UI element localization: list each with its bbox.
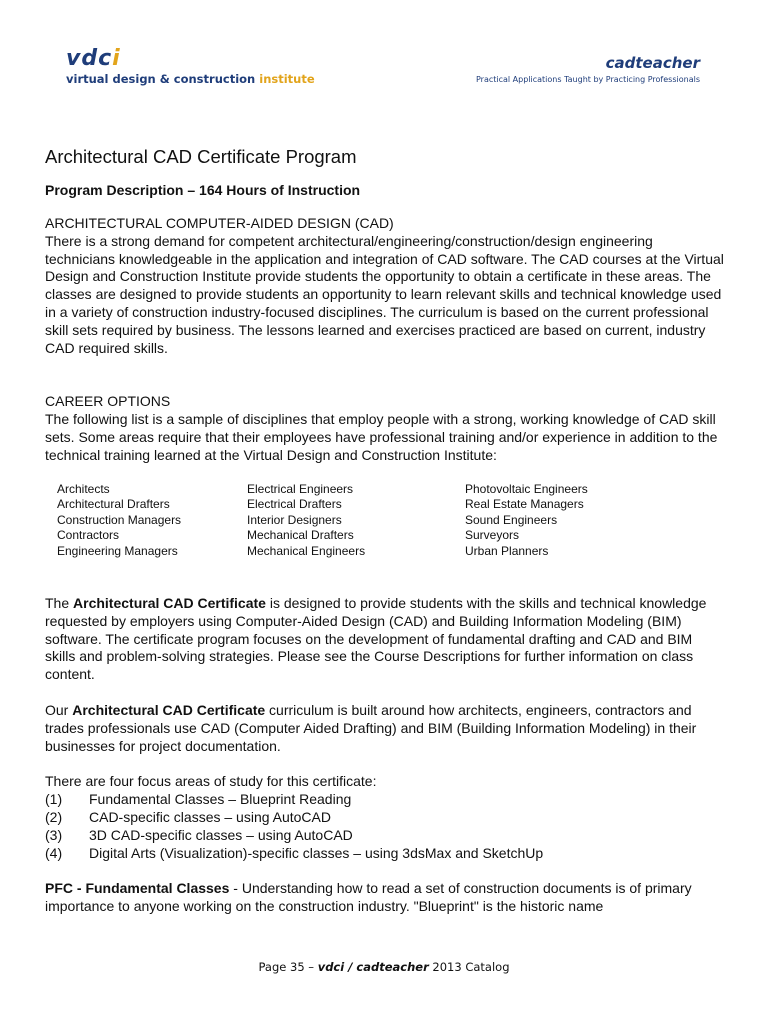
career-options-body: The following list is a sample of disciplines that employ people with a strong, working knowledge of CAD skill sets. Some areas require that their employees have professional training and/or experience in addition to the technical training learned at the Virtual Design and Construction Institute:	[45, 411, 718, 463]
career-item: Mechanical Engineers	[247, 543, 366, 558]
cad-section-heading: ARCHITECTURAL COMPUTER-AIDED DESIGN (CAD)	[45, 215, 394, 231]
career-options-heading: CAREER OPTIONS	[45, 393, 171, 410]
program-description-heading: Program Description – 164 Hours of Instruction	[45, 182, 361, 198]
career-column-3	[465, 482, 665, 560]
career-item: Mechanical Drafters	[247, 528, 354, 543]
career-item: Interior Designers	[247, 512, 342, 527]
page-number: Page 35 –	[258, 960, 315, 974]
certificate-paragraph: The Architectural CAD Certificate is designed to provide students with the skills and technical knowledge requested by employers using Computer-Aided Design (CAD) and Building Information Modeling (BIM) software. The certificate program focuses on the development of fundamental drafting and CAD and BIM skills and problem-solving strategies. Please see the Course Descriptions for further information on class content.	[45, 595, 707, 683]
career-item: Electrical Engineers	[247, 481, 354, 496]
career-item: Real Estate Managers	[465, 497, 584, 512]
career-column-1	[57, 482, 247, 560]
career-item: Urban Planners	[465, 543, 549, 558]
pfc-paragraph: PFC - Fundamental Classes - Understanding how to read a set of construction documents is of primary importance to anyone working on the construction industry. "Blueprint" is the historic name	[45, 880, 692, 915]
career-list	[57, 482, 725, 560]
cadteacher-logo-block	[476, 54, 700, 84]
cadteacher-tagline: Practical Applications Taught by Practicing Professionals	[475, 75, 700, 84]
career-item: Construction Managers	[57, 512, 182, 527]
focus-list	[45, 791, 725, 862]
cadteacher-logo: cadteacher	[605, 54, 700, 72]
vdci-logo-block	[66, 48, 315, 86]
page-title: Architectural CAD Certificate Program	[45, 146, 357, 167]
focus-item: (3) 3D CAD-specific classes – using AutoCAD	[45, 826, 353, 843]
focus-item: (2) CAD-specific classes – using AutoCAD	[45, 809, 331, 826]
career-item: Architectural Drafters	[57, 497, 170, 512]
career-item: Contractors	[57, 528, 120, 543]
career-item: Surveyors	[465, 528, 520, 543]
footer-brand: vdci / cadteacher	[317, 960, 429, 974]
curriculum-paragraph: Our Architectural CAD Certificate curriculum is built around how architects, engineers, contractors and trades professionals use CAD (Computer Aided Drafting) and BIM (Building Information Modeling) in their businesses for project documentation.	[45, 702, 697, 754]
page-content	[45, 145, 725, 916]
career-item: Sound Engineers	[465, 512, 558, 527]
vdci-tagline: virtual design & construction institute	[66, 72, 315, 86]
vdci-logo: vdci	[66, 46, 121, 71]
footer-catalog: 2013 Catalog	[432, 960, 510, 974]
cad-section-body: There is a strong demand for competent architectural/engineering/construction/design engineering technicians knowledgeable in the application and integration of CAD software. The CAD courses at the Virtual Design and Construction Institute provide students the opportunity to obtain a certificate in these areas. The classes are designed to provide students an opportunity to learn relevant skills and technical knowledge used in a variety of construction industry-focused disciplines. The curriculum is based on the current professional skill sets required by business. The lessons learned and exercises practiced are based on current, industry CAD required skills.	[45, 232, 724, 356]
career-item: Photovoltaic Engineers	[465, 481, 588, 496]
page-footer	[0, 960, 768, 974]
focus-item: (4) Digital Arts (Visualization)-specific classes – using 3dsMax and SketchUp	[45, 844, 544, 861]
career-item: Architects	[57, 481, 110, 496]
focus-item: (1) Fundamental Classes – Blueprint Reading	[45, 791, 352, 808]
career-item: Electrical Drafters	[247, 497, 342, 512]
career-column-2	[247, 482, 465, 560]
career-item: Engineering Managers	[57, 543, 178, 558]
focus-intro: There are four focus areas of study for this certificate:	[45, 773, 377, 790]
